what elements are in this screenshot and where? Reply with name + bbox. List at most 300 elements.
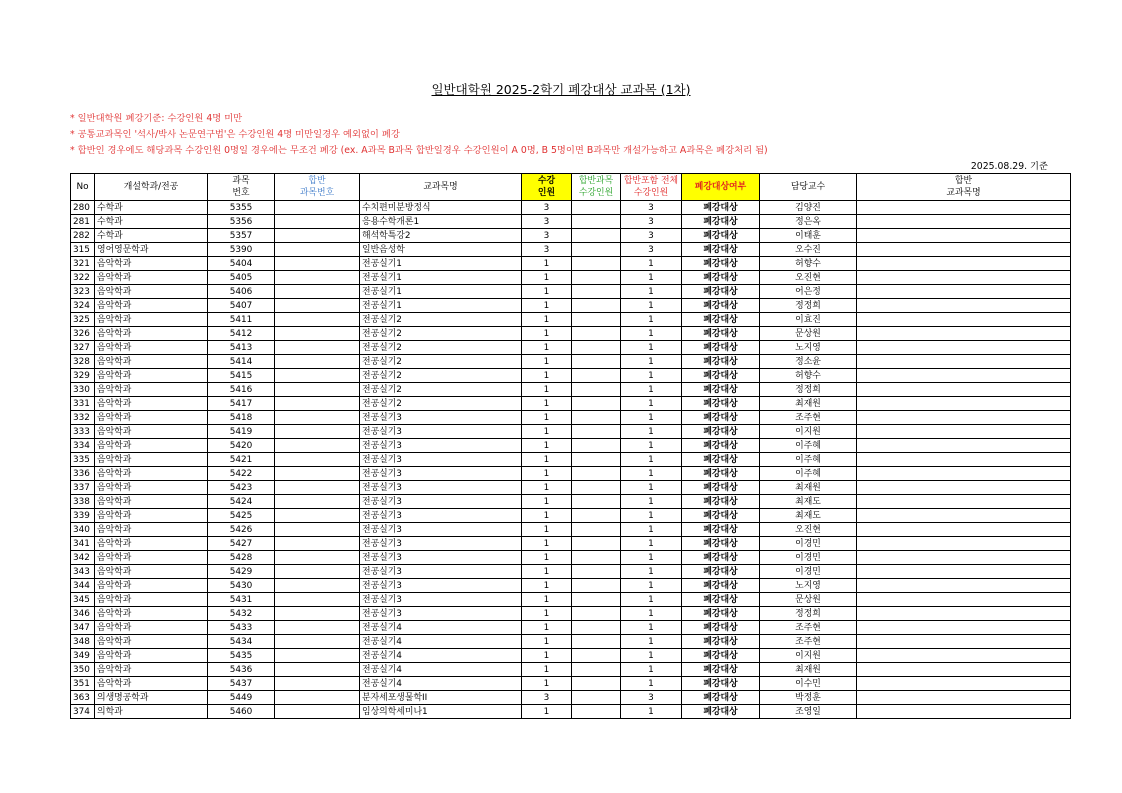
cell-code: 5436 xyxy=(208,663,275,677)
cell-prof: 정정희 xyxy=(760,607,857,621)
table-row xyxy=(71,649,1071,663)
cell-total: 1 xyxy=(621,397,682,411)
cell-status: 폐강대상 xyxy=(682,579,760,593)
cell-course: 전공실기3 xyxy=(360,453,522,467)
table-row xyxy=(71,215,1071,229)
cell-course: 전공실기4 xyxy=(360,663,522,677)
cell-course: 전공실기2 xyxy=(360,313,522,327)
cell-code: 5426 xyxy=(208,523,275,537)
cell-merge-code xyxy=(275,537,360,551)
cell-merge-code xyxy=(275,355,360,369)
cell-total: 1 xyxy=(621,481,682,495)
cell-course: 전공실기3 xyxy=(360,593,522,607)
cell-total: 3 xyxy=(621,243,682,257)
cell-merge-course xyxy=(857,523,1071,537)
cell-no: 344 xyxy=(71,579,95,593)
cell-code: 5449 xyxy=(208,691,275,705)
cell-course: 응용수학개론1 xyxy=(360,215,522,229)
cell-dept: 음악학과 xyxy=(95,397,208,411)
cell-no: 339 xyxy=(71,509,95,523)
cell-status: 폐강대상 xyxy=(682,649,760,663)
cell-course: 전공실기3 xyxy=(360,509,522,523)
cell-total: 1 xyxy=(621,355,682,369)
cell-merge-enroll xyxy=(572,551,621,565)
cell-no: 324 xyxy=(71,299,95,313)
cell-total: 1 xyxy=(621,313,682,327)
cell-merge-enroll xyxy=(572,593,621,607)
cell-total: 1 xyxy=(621,705,682,719)
note-line: * 일반대학원 폐강기준: 수강인원 4명 미만 xyxy=(70,113,243,124)
cell-enroll: 1 xyxy=(522,271,572,285)
cell-code: 5356 xyxy=(208,215,275,229)
cell-status: 폐강대상 xyxy=(682,439,760,453)
cell-merge-course xyxy=(857,495,1071,509)
cell-dept: 음악학과 xyxy=(95,565,208,579)
cell-dept: 음악학과 xyxy=(95,299,208,313)
cell-merge-code xyxy=(275,201,360,215)
cell-status: 폐강대상 xyxy=(682,383,760,397)
header-status: 폐강대상여부 xyxy=(682,174,760,201)
cell-merge-enroll xyxy=(572,523,621,537)
cell-enroll: 1 xyxy=(522,355,572,369)
cell-no: 348 xyxy=(71,635,95,649)
cell-enroll: 1 xyxy=(522,537,572,551)
cell-no: 347 xyxy=(71,621,95,635)
cell-prof: 이경민 xyxy=(760,565,857,579)
cell-no: 346 xyxy=(71,607,95,621)
cell-code: 5355 xyxy=(208,201,275,215)
cell-code: 5432 xyxy=(208,607,275,621)
cell-merge-course xyxy=(857,439,1071,453)
cell-merge-enroll xyxy=(572,649,621,663)
cell-prof: 노지영 xyxy=(760,579,857,593)
cell-dept: 음악학과 xyxy=(95,677,208,691)
cell-dept: 음악학과 xyxy=(95,663,208,677)
cell-merge-enroll xyxy=(572,663,621,677)
cell-no: 374 xyxy=(71,705,95,719)
cell-merge-code xyxy=(275,705,360,719)
cell-merge-enroll xyxy=(572,397,621,411)
cell-total: 3 xyxy=(621,201,682,215)
cell-status: 폐강대상 xyxy=(682,691,760,705)
cell-prof: 박정훈 xyxy=(760,691,857,705)
cell-dept: 음악학과 xyxy=(95,439,208,453)
cell-status: 폐강대상 xyxy=(682,593,760,607)
cell-enroll: 1 xyxy=(522,509,572,523)
cell-merge-code xyxy=(275,285,360,299)
cell-course: 전공실기3 xyxy=(360,579,522,593)
cell-total: 1 xyxy=(621,537,682,551)
cell-merge-code xyxy=(275,691,360,705)
cell-prof: 최재도 xyxy=(760,495,857,509)
cell-no: 363 xyxy=(71,691,95,705)
cell-dept: 음악학과 xyxy=(95,551,208,565)
cell-no: 340 xyxy=(71,523,95,537)
cell-enroll: 1 xyxy=(522,593,572,607)
cell-prof: 조주현 xyxy=(760,411,857,425)
cell-merge-code xyxy=(275,453,360,467)
cell-no: 343 xyxy=(71,565,95,579)
cell-merge-enroll xyxy=(572,537,621,551)
cell-merge-course xyxy=(857,481,1071,495)
cell-status: 폐강대상 xyxy=(682,215,760,229)
cell-code: 5417 xyxy=(208,397,275,411)
cell-code: 5422 xyxy=(208,467,275,481)
cell-merge-enroll xyxy=(572,607,621,621)
cell-merge-course xyxy=(857,593,1071,607)
cell-no: 331 xyxy=(71,397,95,411)
cell-status: 폐강대상 xyxy=(682,425,760,439)
note-line: * 공통교과목인 '석사/박사 논문연구법'은 수강인원 4명 미만일경우 예외없이 폐강 xyxy=(70,129,400,140)
cell-merge-enroll xyxy=(572,243,621,257)
cell-merge-enroll xyxy=(572,705,621,719)
cell-course: 분자세포생물학II xyxy=(360,691,522,705)
header-code: 과목 번호 xyxy=(208,174,275,201)
table-row xyxy=(71,467,1071,481)
table-row xyxy=(71,481,1071,495)
cell-merge-course xyxy=(857,341,1071,355)
cell-prof: 조주현 xyxy=(760,621,857,635)
cell-total: 1 xyxy=(621,635,682,649)
cell-merge-code xyxy=(275,593,360,607)
cell-course: 임상의학세미나1 xyxy=(360,705,522,719)
cell-status: 폐강대상 xyxy=(682,509,760,523)
table-row xyxy=(71,565,1071,579)
cell-status: 폐강대상 xyxy=(682,663,760,677)
cell-merge-course xyxy=(857,257,1071,271)
cell-total: 1 xyxy=(621,453,682,467)
cell-merge-code xyxy=(275,523,360,537)
cell-course: 전공실기2 xyxy=(360,383,522,397)
cell-no: 328 xyxy=(71,355,95,369)
cell-merge-code xyxy=(275,467,360,481)
cell-merge-enroll xyxy=(572,313,621,327)
cell-total: 1 xyxy=(621,663,682,677)
cell-prof: 허향수 xyxy=(760,257,857,271)
cell-dept: 수학과 xyxy=(95,229,208,243)
cell-total: 1 xyxy=(621,593,682,607)
table-row xyxy=(71,285,1071,299)
cell-dept: 음악학과 xyxy=(95,523,208,537)
cell-no: 337 xyxy=(71,481,95,495)
cell-code: 5405 xyxy=(208,271,275,285)
cell-enroll: 1 xyxy=(522,635,572,649)
cell-dept: 수학과 xyxy=(95,201,208,215)
cell-dept: 음악학과 xyxy=(95,453,208,467)
cell-dept: 음악학과 xyxy=(95,481,208,495)
cell-merge-code xyxy=(275,481,360,495)
table-row xyxy=(71,705,1071,719)
cell-no: 350 xyxy=(71,663,95,677)
cell-merge-course xyxy=(857,243,1071,257)
cell-enroll: 3 xyxy=(522,691,572,705)
cell-status: 폐강대상 xyxy=(682,271,760,285)
cell-no: 345 xyxy=(71,593,95,607)
cell-merge-code xyxy=(275,579,360,593)
table-row xyxy=(71,439,1071,453)
table-row xyxy=(71,313,1071,327)
table-row xyxy=(71,537,1071,551)
cell-merge-course xyxy=(857,635,1071,649)
table-row xyxy=(71,369,1071,383)
cell-status: 폐강대상 xyxy=(682,677,760,691)
cell-prof: 이지원 xyxy=(760,649,857,663)
cell-course: 해석학특강2 xyxy=(360,229,522,243)
cell-merge-code xyxy=(275,425,360,439)
table-row xyxy=(71,257,1071,271)
cell-prof: 이주혜 xyxy=(760,467,857,481)
cell-prof: 문상원 xyxy=(760,327,857,341)
cell-dept: 음악학과 xyxy=(95,621,208,635)
table-row xyxy=(71,453,1071,467)
cell-prof: 이주혜 xyxy=(760,453,857,467)
cell-merge-course xyxy=(857,565,1071,579)
cell-dept: 음악학과 xyxy=(95,271,208,285)
cell-enroll: 1 xyxy=(522,523,572,537)
cell-code: 5431 xyxy=(208,593,275,607)
cell-dept: 음악학과 xyxy=(95,327,208,341)
cell-no: 329 xyxy=(71,369,95,383)
cell-merge-course xyxy=(857,537,1071,551)
cell-course: 전공실기3 xyxy=(360,467,522,481)
cell-merge-enroll xyxy=(572,425,621,439)
cell-course: 전공실기4 xyxy=(360,621,522,635)
header-merge-enroll: 합반과목 수강인원 xyxy=(572,174,621,201)
cell-total: 1 xyxy=(621,369,682,383)
cell-no: 334 xyxy=(71,439,95,453)
cell-enroll: 1 xyxy=(522,551,572,565)
cell-merge-course xyxy=(857,649,1071,663)
cell-merge-enroll xyxy=(572,439,621,453)
cell-dept: 음악학과 xyxy=(95,369,208,383)
cell-enroll: 1 xyxy=(522,313,572,327)
cell-merge-code xyxy=(275,551,360,565)
cell-no: 351 xyxy=(71,677,95,691)
cell-merge-enroll xyxy=(572,453,621,467)
cell-enroll: 1 xyxy=(522,397,572,411)
cell-code: 5434 xyxy=(208,635,275,649)
cell-merge-enroll xyxy=(572,677,621,691)
cell-course: 전공실기1 xyxy=(360,271,522,285)
cell-merge-enroll xyxy=(572,327,621,341)
cell-course: 전공실기3 xyxy=(360,537,522,551)
cell-prof: 이주혜 xyxy=(760,439,857,453)
cell-course: 전공실기1 xyxy=(360,299,522,313)
cell-enroll: 1 xyxy=(522,677,572,691)
cell-merge-enroll xyxy=(572,299,621,313)
table-row xyxy=(71,355,1071,369)
cell-prof: 이태훈 xyxy=(760,229,857,243)
cell-no: 322 xyxy=(71,271,95,285)
cell-total: 1 xyxy=(621,285,682,299)
cell-code: 5437 xyxy=(208,677,275,691)
cell-code: 5435 xyxy=(208,649,275,663)
table-row xyxy=(71,621,1071,635)
cell-no: 325 xyxy=(71,313,95,327)
cell-total: 1 xyxy=(621,257,682,271)
cell-merge-code xyxy=(275,411,360,425)
cell-enroll: 1 xyxy=(522,439,572,453)
cell-course: 전공실기3 xyxy=(360,523,522,537)
cell-enroll: 3 xyxy=(522,201,572,215)
cell-code: 5406 xyxy=(208,285,275,299)
table-row xyxy=(71,677,1071,691)
header-dept: 개설학과/전공 xyxy=(95,174,208,201)
cell-merge-code xyxy=(275,565,360,579)
cell-enroll: 1 xyxy=(522,467,572,481)
cell-enroll: 3 xyxy=(522,243,572,257)
cell-course: 전공실기1 xyxy=(360,285,522,299)
cell-status: 폐강대상 xyxy=(682,495,760,509)
cell-merge-course xyxy=(857,355,1071,369)
cell-merge-course xyxy=(857,621,1071,635)
cell-no: 315 xyxy=(71,243,95,257)
cell-merge-code xyxy=(275,383,360,397)
cell-code: 5424 xyxy=(208,495,275,509)
cell-code: 5428 xyxy=(208,551,275,565)
cell-status: 폐강대상 xyxy=(682,313,760,327)
cell-no: 341 xyxy=(71,537,95,551)
cell-total: 1 xyxy=(621,621,682,635)
cell-dept: 의생명공학과 xyxy=(95,691,208,705)
cell-no: 330 xyxy=(71,383,95,397)
cell-status: 폐강대상 xyxy=(682,201,760,215)
cell-enroll: 1 xyxy=(522,705,572,719)
cell-enroll: 1 xyxy=(522,495,572,509)
cell-dept: 음악학과 xyxy=(95,593,208,607)
cell-no: 333 xyxy=(71,425,95,439)
cell-prof: 노지영 xyxy=(760,341,857,355)
cell-no: 336 xyxy=(71,467,95,481)
cell-code: 5421 xyxy=(208,453,275,467)
cell-course: 전공실기2 xyxy=(360,355,522,369)
cell-dept: 음악학과 xyxy=(95,313,208,327)
cell-merge-enroll xyxy=(572,565,621,579)
cell-prof: 김양진 xyxy=(760,201,857,215)
cell-merge-enroll xyxy=(572,201,621,215)
table-row xyxy=(71,243,1071,257)
cell-dept: 음악학과 xyxy=(95,467,208,481)
cell-course: 전공실기3 xyxy=(360,411,522,425)
cell-merge-enroll xyxy=(572,509,621,523)
table-row xyxy=(71,229,1071,243)
cell-merge-course xyxy=(857,411,1071,425)
cell-merge-code xyxy=(275,271,360,285)
cell-merge-code xyxy=(275,397,360,411)
note-line: * 합반인 경우에도 해당과목 수강인원 0명일 경우에는 무조건 폐강 (ex. A과목 B과목 합반일경우 수강인원이 A 0명, B 5명이면 B과목만 개설가능하고 A과목은 폐강처리 됨) xyxy=(70,145,768,156)
cell-merge-code xyxy=(275,621,360,635)
cell-enroll: 1 xyxy=(522,383,572,397)
cell-merge-enroll xyxy=(572,369,621,383)
cell-merge-course xyxy=(857,229,1071,243)
cell-status: 폐강대상 xyxy=(682,397,760,411)
cell-status: 폐강대상 xyxy=(682,551,760,565)
cell-total: 1 xyxy=(621,327,682,341)
cell-merge-course xyxy=(857,579,1071,593)
cell-prof: 조영일 xyxy=(760,705,857,719)
cell-dept: 음악학과 xyxy=(95,341,208,355)
cell-dept: 영어영문학과 xyxy=(95,243,208,257)
cell-status: 폐강대상 xyxy=(682,299,760,313)
cell-merge-code xyxy=(275,635,360,649)
cell-prof: 최재원 xyxy=(760,481,857,495)
cell-merge-course xyxy=(857,327,1071,341)
cell-dept: 음악학과 xyxy=(95,649,208,663)
cell-prof: 조주현 xyxy=(760,635,857,649)
table-row xyxy=(71,593,1071,607)
table-row xyxy=(71,411,1071,425)
cell-no: 326 xyxy=(71,327,95,341)
cell-code: 5430 xyxy=(208,579,275,593)
cell-merge-code xyxy=(275,607,360,621)
cell-status: 폐강대상 xyxy=(682,607,760,621)
cell-merge-code xyxy=(275,677,360,691)
cell-merge-course xyxy=(857,271,1071,285)
header-prof: 담당교수 xyxy=(760,174,857,201)
cell-no: 280 xyxy=(71,201,95,215)
cell-status: 폐강대상 xyxy=(682,705,760,719)
cell-prof: 정은옥 xyxy=(760,215,857,229)
cell-enroll: 1 xyxy=(522,579,572,593)
cell-prof: 이지원 xyxy=(760,425,857,439)
cell-code: 5416 xyxy=(208,383,275,397)
cell-no: 342 xyxy=(71,551,95,565)
cell-prof: 문상원 xyxy=(760,593,857,607)
cell-total: 3 xyxy=(621,215,682,229)
cell-status: 폐강대상 xyxy=(682,341,760,355)
cell-prof: 오수진 xyxy=(760,243,857,257)
cell-dept: 음악학과 xyxy=(95,509,208,523)
cell-total: 1 xyxy=(621,607,682,621)
cell-enroll: 1 xyxy=(522,663,572,677)
cell-merge-enroll xyxy=(572,341,621,355)
header-total: 합반포함 전체 수강인원 xyxy=(621,174,682,201)
cell-course: 수치편미분방정식 xyxy=(360,201,522,215)
cell-enroll: 1 xyxy=(522,327,572,341)
cell-course: 전공실기4 xyxy=(360,649,522,663)
cell-course: 전공실기3 xyxy=(360,607,522,621)
cell-total: 1 xyxy=(621,495,682,509)
cell-status: 폐강대상 xyxy=(682,537,760,551)
cell-status: 폐강대상 xyxy=(682,565,760,579)
table-row xyxy=(71,299,1071,313)
table-row xyxy=(71,691,1071,705)
cell-status: 폐강대상 xyxy=(682,327,760,341)
table-body xyxy=(71,201,1071,719)
cell-code: 5390 xyxy=(208,243,275,257)
cell-merge-code xyxy=(275,369,360,383)
cell-code: 5433 xyxy=(208,621,275,635)
course-table xyxy=(70,173,1071,719)
cell-no: 321 xyxy=(71,257,95,271)
cell-dept: 음악학과 xyxy=(95,257,208,271)
notes xyxy=(70,111,768,159)
cell-code: 5460 xyxy=(208,705,275,719)
cell-merge-course xyxy=(857,509,1071,523)
cell-dept: 음악학과 xyxy=(95,411,208,425)
cell-enroll: 1 xyxy=(522,453,572,467)
cell-prof: 최재원 xyxy=(760,397,857,411)
cell-no: 282 xyxy=(71,229,95,243)
cell-dept: 음악학과 xyxy=(95,495,208,509)
cell-merge-enroll xyxy=(572,621,621,635)
cell-merge-course xyxy=(857,313,1071,327)
cell-total: 1 xyxy=(621,551,682,565)
cell-status: 폐강대상 xyxy=(682,369,760,383)
table-row xyxy=(71,509,1071,523)
cell-status: 폐강대상 xyxy=(682,411,760,425)
cell-code: 5415 xyxy=(208,369,275,383)
